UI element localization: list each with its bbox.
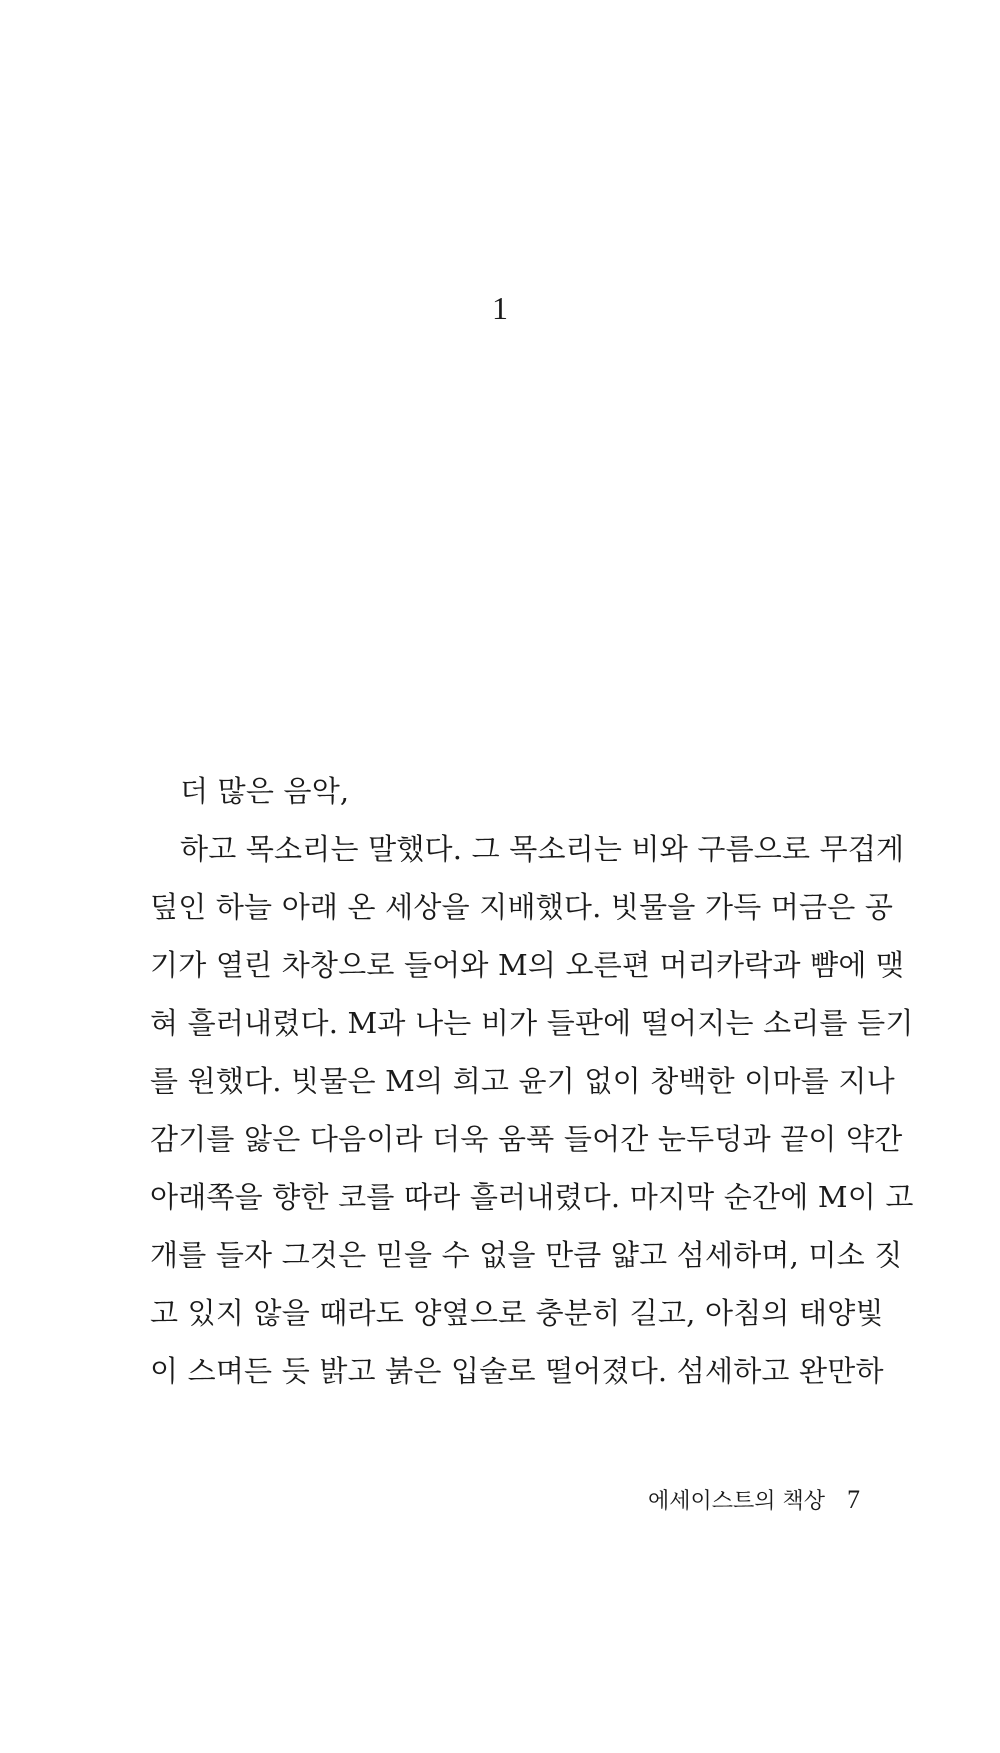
- text-line-2: 하고 목소리는 말했다. 그 목소리는 비와 구름으로 무겁게: [180, 832, 905, 866]
- text-line-5: 혀 흘러내렸다. M과 나는 비가 들판에 떨어지는 소리를 듣기: [150, 1006, 914, 1040]
- text-line-8: 아래쪽을 향한 코를 따라 흘러내렸다. 마지막 순간에 M이 고: [150, 1180, 914, 1214]
- page-number: 7: [847, 1485, 860, 1514]
- chapter-number: 1: [492, 290, 508, 326]
- body-text: [150, 762, 914, 1400]
- text-line-11: 이 스며든 듯 밝고 붉은 입술로 떨어졌다. 섬세하고 완만하: [150, 1354, 884, 1388]
- text-line-4: 기가 열린 차창으로 들어와 M의 오른편 머리카락과 뺨에 맺: [150, 948, 905, 982]
- text-line-9: 개를 들자 그것은 믿을 수 없을 만큼 얇고 섬세하며, 미소 짓: [150, 1238, 903, 1272]
- footer-book-title: 에세이스트의 책상: [647, 1489, 825, 1514]
- text-line-7: 감기를 앓은 다음이라 더욱 움푹 들어간 눈두덩과 끝이 약간: [150, 1122, 903, 1156]
- text-line-6: 를 원했다. 빗물은 M의 희고 윤기 없이 창백한 이마를 지나: [150, 1064, 895, 1098]
- text-line-1: 더 많은 음악,: [180, 774, 350, 808]
- running-footer: [648, 1480, 860, 1520]
- text-line-10: 고 있지 않을 때라도 양옆으로 충분히 길고, 아침의 태양빛: [150, 1296, 884, 1330]
- text-line-3: 덮인 하늘 아래 온 세상을 지배했다. 빗물을 가득 머금은 공: [150, 890, 894, 924]
